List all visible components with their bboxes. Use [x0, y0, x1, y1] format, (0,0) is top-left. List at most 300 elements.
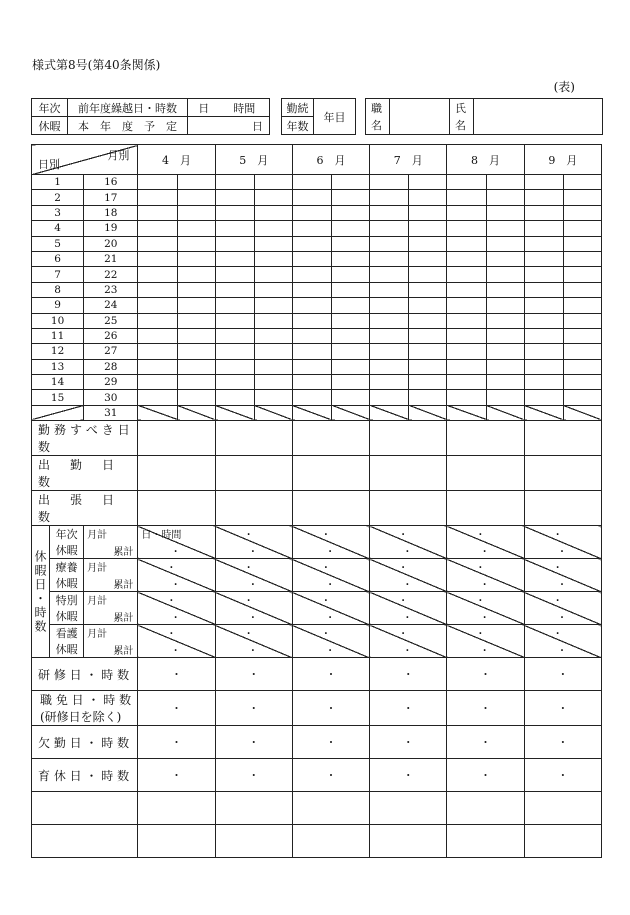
- day-cell[interactable]: [254, 282, 292, 297]
- leave-month-cell[interactable]: [447, 526, 524, 559]
- day-cell[interactable]: [138, 375, 177, 390]
- day-cell[interactable]: [292, 390, 331, 405]
- day-cell[interactable]: [370, 328, 409, 343]
- day-cell[interactable]: [332, 236, 370, 251]
- day-cell[interactable]: [524, 236, 563, 251]
- blank-value-cell[interactable]: [370, 792, 447, 825]
- day-cell[interactable]: [447, 359, 486, 374]
- day-cell[interactable]: [292, 221, 331, 236]
- day-cell[interactable]: [486, 282, 524, 297]
- leave-type-label: 休暇: [50, 641, 84, 658]
- day-cell[interactable]: [332, 344, 370, 359]
- month-value-cell[interactable]: [370, 491, 447, 526]
- day-cell[interactable]: [292, 313, 331, 328]
- day-cell[interactable]: [563, 405, 601, 420]
- leave-month-cell[interactable]: [524, 526, 601, 559]
- dot: ・: [166, 563, 177, 575]
- day-cell[interactable]: [215, 405, 254, 420]
- day-cell[interactable]: [177, 405, 215, 420]
- blank-value-cell[interactable]: [370, 825, 447, 858]
- day-cell[interactable]: [332, 175, 370, 190]
- day-cell[interactable]: [332, 313, 370, 328]
- day-cell[interactable]: [254, 205, 292, 220]
- blank-value-cell[interactable]: [447, 825, 524, 858]
- day-cell[interactable]: [563, 267, 601, 282]
- leave-month-cell[interactable]: [292, 625, 369, 658]
- day-cell[interactable]: [486, 313, 524, 328]
- day-cell[interactable]: [563, 282, 601, 297]
- day-cell[interactable]: [138, 298, 177, 313]
- day-cell[interactable]: [447, 328, 486, 343]
- leave-month-cell[interactable]: [292, 559, 369, 592]
- leave-month-cell[interactable]: [138, 559, 215, 592]
- day-number-left: 1: [32, 175, 84, 190]
- day-number-left: 3: [32, 205, 84, 220]
- blank-value-cell[interactable]: [292, 792, 369, 825]
- day-cell[interactable]: [563, 205, 601, 220]
- day-cell[interactable]: [563, 375, 601, 390]
- day-cell[interactable]: [254, 175, 292, 190]
- month-value-cell[interactable]: [138, 491, 215, 526]
- day-cell[interactable]: [524, 405, 563, 420]
- day-cell[interactable]: [254, 405, 292, 420]
- day-cell[interactable]: [486, 190, 524, 205]
- month-value-cell[interactable]: [292, 456, 369, 491]
- day-cell[interactable]: [177, 328, 215, 343]
- day-cell[interactable]: [563, 359, 601, 374]
- day-cell[interactable]: [332, 298, 370, 313]
- day-cell[interactable]: [447, 282, 486, 297]
- day-cell[interactable]: [292, 175, 331, 190]
- day-cell[interactable]: [409, 221, 447, 236]
- day-cell[interactable]: [447, 313, 486, 328]
- leave-month-cell[interactable]: [138, 526, 215, 559]
- day-cell[interactable]: [292, 405, 331, 420]
- day-cell[interactable]: [486, 267, 524, 282]
- month-value-cell[interactable]: ・: [138, 691, 215, 726]
- blank-label-cell[interactable]: [32, 825, 138, 858]
- month-value-cell[interactable]: [447, 491, 524, 526]
- month-value-cell[interactable]: ・: [215, 691, 292, 726]
- day-cell[interactable]: [292, 267, 331, 282]
- day-number-right: 17: [84, 190, 138, 205]
- month-value-cell[interactable]: [138, 421, 215, 456]
- day-cell[interactable]: [332, 190, 370, 205]
- month-value-cell[interactable]: ・: [447, 658, 524, 691]
- day-cell[interactable]: [370, 282, 409, 297]
- day-cell[interactable]: [563, 221, 601, 236]
- dot: ・: [479, 580, 490, 592]
- post-field[interactable]: [390, 99, 450, 135]
- month-value-cell[interactable]: ・: [370, 658, 447, 691]
- day-cell[interactable]: [177, 282, 215, 297]
- day-cell[interactable]: [370, 405, 409, 420]
- day-cell[interactable]: [138, 282, 177, 297]
- day-cell[interactable]: [524, 313, 563, 328]
- day-cell[interactable]: [215, 267, 254, 282]
- day-cell[interactable]: [409, 344, 447, 359]
- day-cell[interactable]: [215, 236, 254, 251]
- month-value-cell[interactable]: [524, 421, 601, 456]
- day-cell[interactable]: [332, 405, 370, 420]
- month-label: 月別: [107, 149, 130, 162]
- day-cell[interactable]: [177, 298, 215, 313]
- day-cell[interactable]: [563, 390, 601, 405]
- day-cell[interactable]: [524, 328, 563, 343]
- day-cell[interactable]: [447, 221, 486, 236]
- day-cell[interactable]: [447, 175, 486, 190]
- day-cell[interactable]: [409, 190, 447, 205]
- leave-month-cell[interactable]: [292, 592, 369, 625]
- blank-value-cell[interactable]: [292, 825, 369, 858]
- month-value-cell[interactable]: ・: [215, 726, 292, 759]
- day-cell[interactable]: [292, 328, 331, 343]
- month-value-cell[interactable]: ・: [138, 759, 215, 792]
- day-cell[interactable]: [254, 313, 292, 328]
- day-number-right: 31: [84, 405, 138, 420]
- month-day-header: [32, 145, 138, 175]
- day-cell[interactable]: [486, 298, 524, 313]
- day-cell[interactable]: [292, 236, 331, 251]
- month-value-cell[interactable]: [524, 491, 601, 526]
- month-value-cell[interactable]: ・: [524, 691, 601, 726]
- month-value-cell[interactable]: [292, 491, 369, 526]
- month-value-cell[interactable]: ・: [292, 726, 369, 759]
- day-cell[interactable]: [292, 344, 331, 359]
- day-cell[interactable]: [409, 405, 447, 420]
- day-cell[interactable]: [177, 175, 215, 190]
- day-cell[interactable]: [138, 359, 177, 374]
- blank-value-cell[interactable]: [138, 792, 215, 825]
- day-cell[interactable]: [332, 221, 370, 236]
- month-value-cell[interactable]: [215, 456, 292, 491]
- leave-month-cell[interactable]: [138, 592, 215, 625]
- day-cell[interactable]: [254, 236, 292, 251]
- day-cell[interactable]: [486, 390, 524, 405]
- leave-month-cell[interactable]: [370, 526, 447, 559]
- day-cell[interactable]: [292, 205, 331, 220]
- day-cell[interactable]: [409, 390, 447, 405]
- day-cell[interactable]: [370, 359, 409, 374]
- day-cell[interactable]: [409, 267, 447, 282]
- monthly-label: 月計: [87, 629, 108, 641]
- leave-month-cell[interactable]: [447, 625, 524, 658]
- leave-month-cell[interactable]: [524, 625, 601, 658]
- month-value-cell[interactable]: [138, 456, 215, 491]
- day-cell[interactable]: [370, 236, 409, 251]
- month-value-cell[interactable]: [215, 491, 292, 526]
- leave-month-cell[interactable]: [215, 625, 292, 658]
- month-value-cell[interactable]: ・: [138, 726, 215, 759]
- month-value-cell[interactable]: ・: [370, 691, 447, 726]
- day-cell[interactable]: [215, 175, 254, 190]
- month-value-cell[interactable]: [370, 456, 447, 491]
- month-value-cell[interactable]: ・: [215, 759, 292, 792]
- exempt-label: [32, 691, 138, 726]
- day-cell[interactable]: [524, 375, 563, 390]
- month-value-cell[interactable]: ・: [447, 759, 524, 792]
- leave-month-cell[interactable]: [447, 592, 524, 625]
- cumulative-label: 累計: [113, 613, 134, 625]
- leave-month-cell[interactable]: [524, 559, 601, 592]
- day-cell[interactable]: [370, 205, 409, 220]
- leave-month-cell[interactable]: [370, 559, 447, 592]
- day-cell[interactable]: [370, 190, 409, 205]
- day-cell[interactable]: [486, 205, 524, 220]
- day-cell[interactable]: [254, 251, 292, 266]
- day-cell[interactable]: [254, 344, 292, 359]
- day-cell[interactable]: [524, 344, 563, 359]
- day-cell[interactable]: [292, 375, 331, 390]
- day-cell[interactable]: [486, 251, 524, 266]
- day-cell[interactable]: [332, 205, 370, 220]
- month-value-cell[interactable]: ・: [292, 658, 369, 691]
- day-cell[interactable]: [177, 221, 215, 236]
- dot: ・: [325, 646, 336, 658]
- day-cell[interactable]: [254, 375, 292, 390]
- day-cell[interactable]: [370, 221, 409, 236]
- day-cell[interactable]: [447, 251, 486, 266]
- day-cell[interactable]: [332, 267, 370, 282]
- day-cell[interactable]: [563, 236, 601, 251]
- month-value-cell[interactable]: [370, 421, 447, 456]
- day-cell[interactable]: [254, 267, 292, 282]
- month-value-cell[interactable]: ・: [370, 759, 447, 792]
- day-cell[interactable]: [486, 344, 524, 359]
- day-cell[interactable]: [138, 236, 177, 251]
- day-cell[interactable]: [177, 205, 215, 220]
- day-cell[interactable]: [447, 267, 486, 282]
- day-cell[interactable]: [447, 405, 486, 420]
- month-value-cell[interactable]: ・: [447, 726, 524, 759]
- day-cell[interactable]: [447, 236, 486, 251]
- day-cell[interactable]: [524, 298, 563, 313]
- month-value-cell[interactable]: ・: [138, 658, 215, 691]
- day-cell[interactable]: [138, 328, 177, 343]
- day-number-left: 2: [32, 190, 84, 205]
- day-cell[interactable]: [215, 375, 254, 390]
- day-cell[interactable]: [409, 359, 447, 374]
- day-cell[interactable]: [563, 190, 601, 205]
- day-cell[interactable]: [215, 298, 254, 313]
- leave-month-cell[interactable]: [524, 592, 601, 625]
- day-cell[interactable]: [486, 328, 524, 343]
- day-cell[interactable]: [370, 375, 409, 390]
- day-cell[interactable]: [177, 313, 215, 328]
- day-cell[interactable]: [138, 390, 177, 405]
- day-cell[interactable]: [370, 175, 409, 190]
- day-cell[interactable]: [409, 298, 447, 313]
- day-cell[interactable]: [177, 190, 215, 205]
- day-cell[interactable]: [563, 251, 601, 266]
- day-cell[interactable]: [332, 359, 370, 374]
- day-cell[interactable]: [138, 405, 177, 420]
- dot: ・: [170, 613, 181, 625]
- month-value-cell[interactable]: ・: [524, 658, 601, 691]
- month-value-cell[interactable]: ・: [370, 726, 447, 759]
- day-cell[interactable]: [447, 375, 486, 390]
- day-cell[interactable]: [447, 190, 486, 205]
- day-cell[interactable]: [486, 375, 524, 390]
- month-value-cell[interactable]: ・: [215, 658, 292, 691]
- day-cell[interactable]: [138, 251, 177, 266]
- leave-month-cell[interactable]: [292, 526, 369, 559]
- day-cell[interactable]: [138, 175, 177, 190]
- day-cell[interactable]: [524, 205, 563, 220]
- leave-month-cell[interactable]: [138, 625, 215, 658]
- day-cell[interactable]: [138, 205, 177, 220]
- day-number-right: 28: [84, 359, 138, 374]
- blank-value-cell[interactable]: [215, 825, 292, 858]
- blank-value-cell[interactable]: [447, 792, 524, 825]
- day-cell[interactable]: [486, 359, 524, 374]
- leave-month-cell[interactable]: [370, 625, 447, 658]
- day-cell[interactable]: [138, 221, 177, 236]
- day-cell[interactable]: [370, 344, 409, 359]
- day-cell[interactable]: [524, 251, 563, 266]
- day-cell[interactable]: [563, 313, 601, 328]
- day-cell[interactable]: [563, 328, 601, 343]
- day-cell[interactable]: [409, 236, 447, 251]
- day-cell[interactable]: [138, 344, 177, 359]
- month-value-cell[interactable]: [447, 456, 524, 491]
- day-cell[interactable]: [138, 267, 177, 282]
- month-value-cell[interactable]: [215, 421, 292, 456]
- leave-month-cell[interactable]: [447, 559, 524, 592]
- day-cell[interactable]: [292, 282, 331, 297]
- day-cell[interactable]: [409, 328, 447, 343]
- dot: ・: [247, 547, 258, 559]
- day-cell[interactable]: [563, 344, 601, 359]
- day-cell[interactable]: [292, 251, 331, 266]
- day-cell[interactable]: [138, 313, 177, 328]
- day-cell[interactable]: [215, 282, 254, 297]
- dot: ・: [479, 646, 490, 658]
- day-cell[interactable]: [524, 282, 563, 297]
- day-cell[interactable]: [215, 190, 254, 205]
- day-cell[interactable]: [254, 221, 292, 236]
- day-cell[interactable]: [409, 205, 447, 220]
- leave-month-cell[interactable]: [215, 526, 292, 559]
- day-cell[interactable]: [215, 328, 254, 343]
- day-cell[interactable]: [254, 328, 292, 343]
- dot: ・: [243, 629, 254, 641]
- day-cell[interactable]: [292, 359, 331, 374]
- day-cell[interactable]: [215, 221, 254, 236]
- day-cell[interactable]: [563, 175, 601, 190]
- day-cell[interactable]: [447, 390, 486, 405]
- day-cell[interactable]: [409, 282, 447, 297]
- day-cell[interactable]: [292, 298, 331, 313]
- blank-value-cell[interactable]: [524, 825, 601, 858]
- day-cell[interactable]: [177, 251, 215, 266]
- leave-month-cell[interactable]: [370, 592, 447, 625]
- cumulative-label: 累計: [113, 547, 134, 559]
- day-cell[interactable]: [524, 175, 563, 190]
- day-cell[interactable]: [215, 251, 254, 266]
- day-cell[interactable]: [254, 190, 292, 205]
- day-cell[interactable]: [370, 251, 409, 266]
- day-cell[interactable]: [409, 175, 447, 190]
- blank-label-cell[interactable]: [32, 792, 138, 825]
- month-value-cell[interactable]: [447, 421, 524, 456]
- day-cell[interactable]: [370, 267, 409, 282]
- day-cell[interactable]: [215, 390, 254, 405]
- month-value-cell[interactable]: ・: [292, 691, 369, 726]
- leave-month-cell[interactable]: [215, 559, 292, 592]
- day-cell[interactable]: [332, 390, 370, 405]
- day-cell[interactable]: [447, 298, 486, 313]
- day-cell[interactable]: [215, 344, 254, 359]
- month-value-cell[interactable]: [524, 456, 601, 491]
- day-cell[interactable]: [332, 251, 370, 266]
- monthly-label: 月計: [87, 563, 108, 575]
- day-cell[interactable]: [254, 390, 292, 405]
- month-value-cell[interactable]: [292, 421, 369, 456]
- day-cell[interactable]: [177, 359, 215, 374]
- day-cell[interactable]: [447, 205, 486, 220]
- blank-value-cell[interactable]: [215, 792, 292, 825]
- day-cell[interactable]: [524, 390, 563, 405]
- day-number-right: 18: [84, 205, 138, 220]
- day-cell[interactable]: [177, 236, 215, 251]
- service-years-unit: 年目: [314, 99, 356, 135]
- day-cell[interactable]: [177, 344, 215, 359]
- day-cell[interactable]: [524, 221, 563, 236]
- day-cell[interactable]: [409, 375, 447, 390]
- day-cell[interactable]: [563, 298, 601, 313]
- day-cell[interactable]: [409, 313, 447, 328]
- leave-month-cell[interactable]: [215, 592, 292, 625]
- day-cell[interactable]: [177, 375, 215, 390]
- leave-type-label: 看護: [50, 625, 84, 642]
- workdays-label: 勤務すべき日数: [32, 421, 138, 456]
- day-cell[interactable]: [332, 375, 370, 390]
- day-cell[interactable]: [254, 298, 292, 313]
- day-cell[interactable]: [332, 328, 370, 343]
- day-cell[interactable]: [486, 236, 524, 251]
- day-cell[interactable]: [254, 359, 292, 374]
- day-cell[interactable]: [409, 251, 447, 266]
- day-cell[interactable]: [486, 175, 524, 190]
- month-value-cell[interactable]: ・: [447, 691, 524, 726]
- month-value-cell[interactable]: ・: [524, 726, 601, 759]
- day-cell[interactable]: [524, 190, 563, 205]
- day-cell[interactable]: [370, 390, 409, 405]
- day-cell[interactable]: [292, 190, 331, 205]
- day-cell[interactable]: [215, 359, 254, 374]
- day-cell[interactable]: [486, 405, 524, 420]
- dot: ・: [479, 613, 490, 625]
- day-cell[interactable]: [524, 359, 563, 374]
- month-value-cell[interactable]: ・: [292, 759, 369, 792]
- day-cell[interactable]: [177, 267, 215, 282]
- day-cell[interactable]: [332, 282, 370, 297]
- blank-value-cell[interactable]: [524, 792, 601, 825]
- day-cell[interactable]: [370, 298, 409, 313]
- name-field[interactable]: [474, 99, 603, 135]
- day-cell[interactable]: [215, 313, 254, 328]
- day-cell[interactable]: [370, 313, 409, 328]
- day-cell[interactable]: [177, 390, 215, 405]
- day-cell[interactable]: [215, 205, 254, 220]
- day-cell[interactable]: [486, 221, 524, 236]
- month-value-cell[interactable]: ・: [524, 759, 601, 792]
- day-cell[interactable]: [524, 267, 563, 282]
- day-cell[interactable]: [447, 344, 486, 359]
- blank-value-cell[interactable]: [138, 825, 215, 858]
- day-cell[interactable]: [138, 190, 177, 205]
